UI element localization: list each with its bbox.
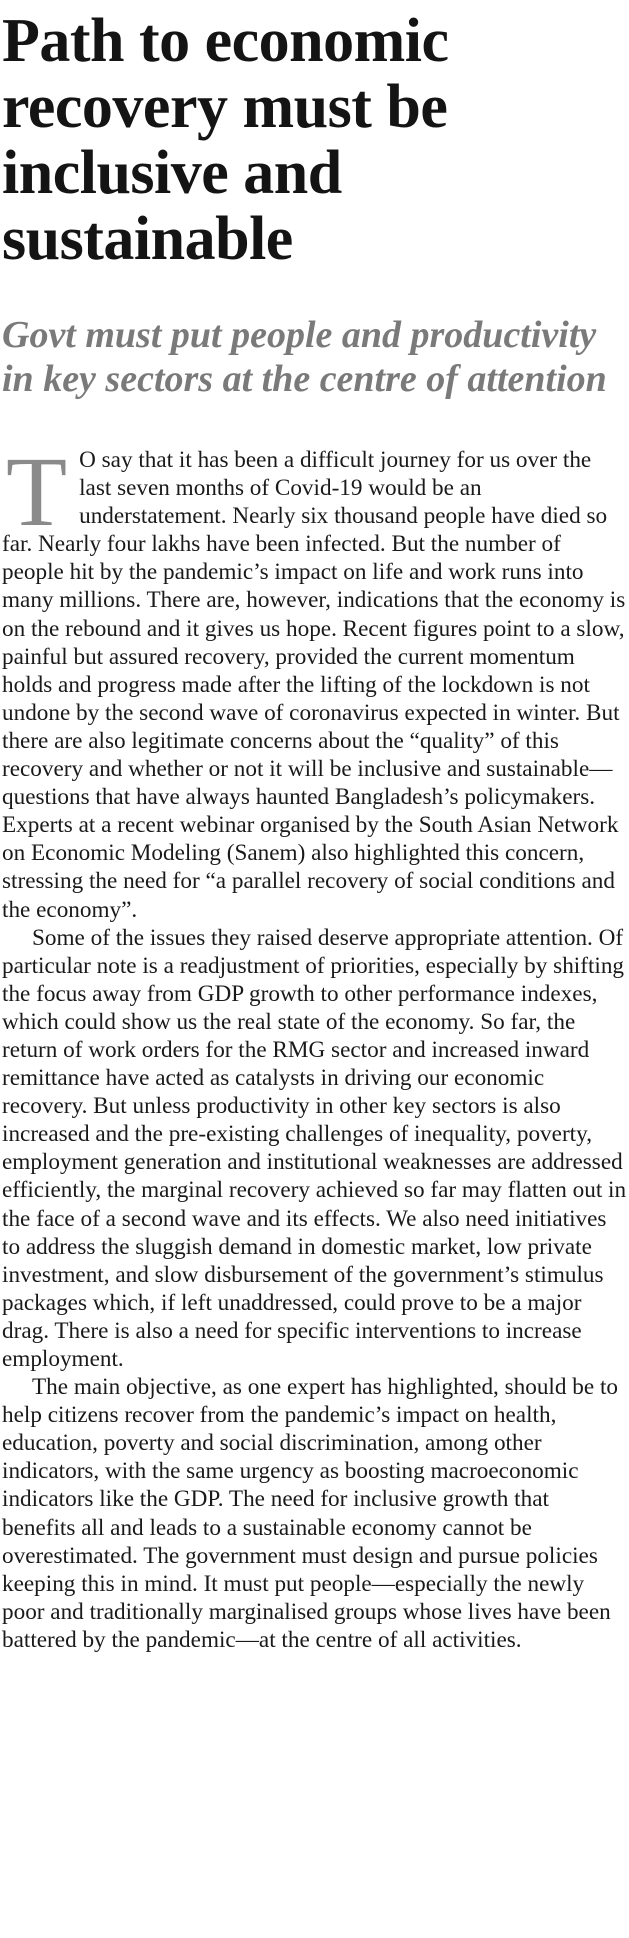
article-body [2,436,628,1654]
subheadline: Govt must put people and productivity in key sectors at the centre of attention [2,314,607,400]
paragraph-2: Some of the issues they raised deserve appropriate attention. Of particular note is a readjustment of priorities, especially by shifting the focus away from GDP growth to other performance indexes, which could show us the real state of the economy. So far, the return of work orders for the RMG sector and increased inward remittance have acted as catalysts in driving our economic recovery. But unless productivity in other key sectors is also increased and the pre-existing challenges of inequality, poverty, employment generation and institutional weaknesses are addressed efficiently, the marginal recovery achieved so far may flatten out in the face of a second wave and its effects. We also need initiatives to address the sluggish demand in domestic market, low private investment, and slow disbursement of the government’s stimulus packages which, if left unaddressed, could prove to be a major drag. There is also a need for specific interventions to increase employment. [2,924,627,1372]
paragraph-3: The main objective, as one expert has highlighted, should be to help citizens recover from the pandemic’s impact on health, education, poverty and social discrimination, among other indicators, with the same urgency as boosting macroeconomic indicators like the GDP. The need for inclusive growth that benefits all and leads to a sustainable economy cannot be overestimated. The government must design and pursue policies keeping this in mind. It must put people—especially the newly poor and traditionally marginalised groups whose lives have been battered by the pandemic—at the centre of all activities. [2,1374,618,1653]
paragraph-1-text: O say that it has been a difficult journey for us over the last seven months of Covid-19 would be an understatement. Nearly six thousand people have died so far. Nearly four lakhs have been infected. But the number of people hit by the pandemic’s impact on life and work runs into many millions. There are, however, indications that the economy is on the rebound and it gives us hope. Recent figures point to a slow, painful but assured recovery, provided the current momentum holds and progress made after the lifting of the lockdown is not undone by the second wave of coronavirus expected in winter. But there are also legitimate concerns about the “quality” of this recovery and whether or not it will be inclusive and sustainable—questions that have always haunted Bangladesh’s policymakers. Experts at a recent webinar organised by the South Asian Network on Economic Modeling (Sanem) also highlighted this concern, stressing the need for “a parallel recovery of social conditions and the economy”. [2,447,626,923]
headline: Path to economic recovery must be inclusive and sustainable [2,7,449,273]
paragraph-1 [2,436,628,924]
drop-cap: T [6,436,68,547]
